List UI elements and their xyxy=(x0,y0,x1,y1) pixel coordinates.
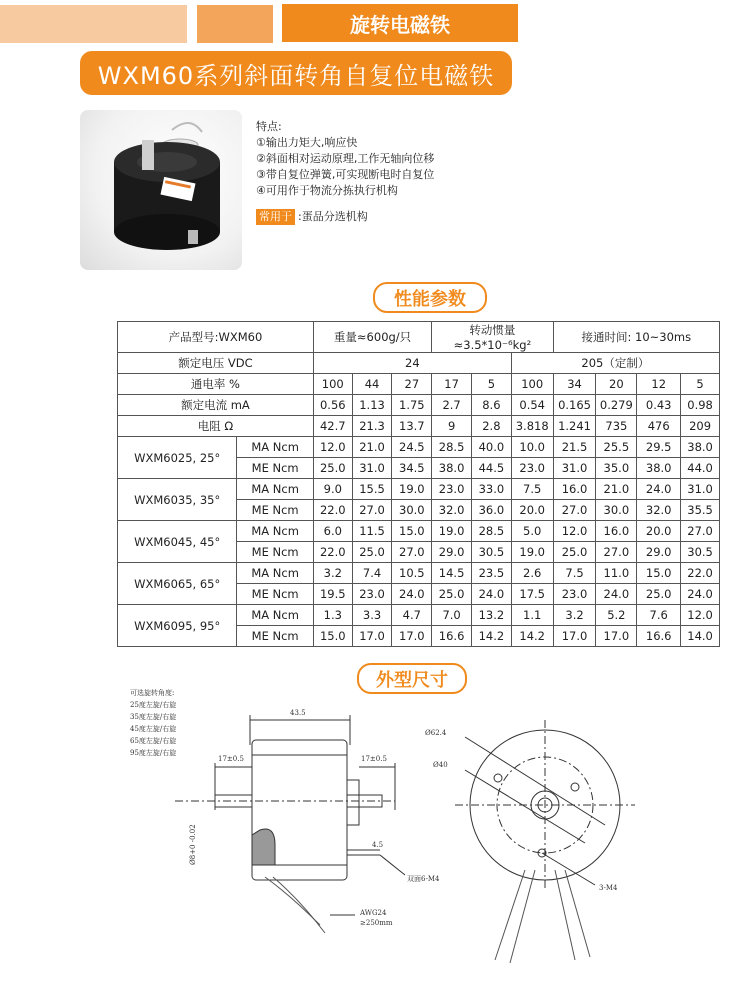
value-cell: 32.0 xyxy=(432,500,472,521)
product-photo xyxy=(80,110,242,270)
dimension-drawing xyxy=(115,685,735,985)
value-cell: 5 xyxy=(472,374,512,395)
model-name-cell: WXM6035, 35° xyxy=(118,479,237,521)
value-cell: 7.0 xyxy=(432,605,472,626)
value-cell: 9.0 xyxy=(313,479,352,500)
model-name-cell: WXM6095, 95° xyxy=(118,605,237,647)
value-cell: 33.0 xyxy=(472,479,512,500)
dim-length: 43.5 xyxy=(290,709,306,717)
value-cell: 27.0 xyxy=(352,500,392,521)
dia-outer: Ø62.4 xyxy=(425,729,447,737)
value-cell: 19.0 xyxy=(392,479,432,500)
value-cell: 27.0 xyxy=(553,500,596,521)
value-cell: 15.0 xyxy=(392,521,432,542)
value-cell: 17.0 xyxy=(392,626,432,647)
value-cell: 19.0 xyxy=(511,542,553,563)
value-cell: 476 xyxy=(637,416,681,437)
value-cell: 21.0 xyxy=(596,479,637,500)
value-cell: 2.6 xyxy=(511,563,553,584)
usage-label: 常用于 xyxy=(256,209,295,225)
spec-table xyxy=(117,321,720,647)
value-cell: 16.0 xyxy=(596,521,637,542)
value-cell: 7.5 xyxy=(553,563,596,584)
value-cell: 24.0 xyxy=(637,479,681,500)
table-row xyxy=(118,353,720,374)
value-cell: 100 xyxy=(511,374,553,395)
torque-label-cell: ME Ncm xyxy=(237,542,314,563)
feature-list xyxy=(256,119,434,225)
torque-label-cell: ME Ncm xyxy=(237,626,314,647)
value-cell: 2.8 xyxy=(472,416,512,437)
value-cell: 44 xyxy=(352,374,392,395)
value-cell: 0.279 xyxy=(596,395,637,416)
table-row xyxy=(118,395,720,416)
value-cell: 27.0 xyxy=(392,542,432,563)
value-cell: 25.5 xyxy=(596,437,637,458)
value-cell: 0.56 xyxy=(313,395,352,416)
current-label: 额定电流 mA xyxy=(118,395,314,416)
value-cell: 28.5 xyxy=(472,521,512,542)
dim-right: 17±0.5 xyxy=(361,755,387,763)
value-cell: 23.5 xyxy=(472,563,512,584)
angle-option: 65度左旋/右旋 xyxy=(130,737,177,745)
torque-label-cell: MA Ncm xyxy=(237,521,314,542)
value-cell: 38.0 xyxy=(681,437,720,458)
value-cell: 1.241 xyxy=(553,416,596,437)
value-cell: 1.1 xyxy=(511,605,553,626)
value-cell: 36.0 xyxy=(472,500,512,521)
torque-label-cell: MA Ncm xyxy=(237,479,314,500)
value-cell: 30.5 xyxy=(681,542,720,563)
value-cell: 100 xyxy=(313,374,352,395)
value-cell: 23.0 xyxy=(432,479,472,500)
category-label: 旋转电磁铁 xyxy=(282,4,518,42)
value-cell: 6.0 xyxy=(313,521,352,542)
value-cell: 12.0 xyxy=(681,605,720,626)
value-cell: 22.0 xyxy=(313,542,352,563)
value-cell: 38.0 xyxy=(637,458,681,479)
value-cell: 10.0 xyxy=(511,437,553,458)
angle-option: 35度左旋/右旋 xyxy=(130,713,177,721)
value-cell: 16.6 xyxy=(432,626,472,647)
value-cell: 13.2 xyxy=(472,605,512,626)
value-cell: 24.0 xyxy=(392,584,432,605)
value-cell: 32.0 xyxy=(637,500,681,521)
value-cell: 31.0 xyxy=(681,479,720,500)
wire-length: ≥250mm xyxy=(360,919,393,927)
value-cell: 21.0 xyxy=(352,437,392,458)
value-cell: 17.5 xyxy=(511,584,553,605)
angle-option: 45度左旋/右旋 xyxy=(130,725,177,733)
feature-item: ②斜面相对运动原理,工作无轴向位移 xyxy=(256,152,435,165)
value-cell: 25.0 xyxy=(313,458,352,479)
dim-step: 4.5 xyxy=(372,841,384,849)
voltage-205: 205（定制） xyxy=(511,353,719,374)
value-cell: 5 xyxy=(681,374,720,395)
value-cell: 1.3 xyxy=(313,605,352,626)
torque-label-cell: ME Ncm xyxy=(237,458,314,479)
value-cell: 34 xyxy=(553,374,596,395)
value-cell: 38.0 xyxy=(432,458,472,479)
model-name-cell: WXM6025, 25° xyxy=(118,437,237,479)
table-row xyxy=(118,437,720,458)
value-cell: 12.0 xyxy=(553,521,596,542)
voltage-24: 24 xyxy=(313,353,511,374)
value-cell: 209 xyxy=(681,416,720,437)
usage-text: :蛋品分选机构 xyxy=(298,210,368,223)
torque-label-cell: MA Ncm xyxy=(237,605,314,626)
value-cell: 3.818 xyxy=(511,416,553,437)
value-cell: 5.0 xyxy=(511,521,553,542)
resistance-label: 电阻 Ω xyxy=(118,416,314,437)
holes-front: 3-M4 xyxy=(599,884,618,892)
table-row xyxy=(118,322,720,353)
value-cell: 23.0 xyxy=(352,584,392,605)
section-dimensions: 外型尺寸 xyxy=(357,663,467,694)
value-cell: 35.0 xyxy=(596,458,637,479)
value-cell: 27.0 xyxy=(681,521,720,542)
value-cell: 14.5 xyxy=(432,563,472,584)
table-row xyxy=(118,479,720,500)
value-cell: 14.0 xyxy=(681,626,720,647)
value-cell: 0.43 xyxy=(637,395,681,416)
value-cell: 7.4 xyxy=(352,563,392,584)
value-cell: 2.7 xyxy=(432,395,472,416)
torque-label-cell: ME Ncm xyxy=(237,500,314,521)
value-cell: 14.2 xyxy=(511,626,553,647)
value-cell: 5.2 xyxy=(596,605,637,626)
value-cell: 12 xyxy=(637,374,681,395)
value-cell: 31.0 xyxy=(553,458,596,479)
value-cell: 15.0 xyxy=(313,626,352,647)
value-cell: 25.0 xyxy=(352,542,392,563)
value-cell: 4.7 xyxy=(392,605,432,626)
torque-label-cell: MA Ncm xyxy=(237,437,314,458)
value-cell: 21.5 xyxy=(553,437,596,458)
angle-option: 95度左旋/右旋 xyxy=(130,749,177,757)
value-cell: 24.0 xyxy=(472,584,512,605)
value-cell: 16.0 xyxy=(553,479,596,500)
model-cell: 产品型号:WXM60 xyxy=(118,322,314,353)
value-cell: 21.3 xyxy=(352,416,392,437)
value-cell: 1.75 xyxy=(392,395,432,416)
value-cell: 15.5 xyxy=(352,479,392,500)
model-name-cell: WXM6065, 65° xyxy=(118,563,237,605)
value-cell: 25.0 xyxy=(432,584,472,605)
usage-line xyxy=(256,209,434,225)
value-cell: 30.0 xyxy=(596,500,637,521)
model-name-cell: WXM6045, 45° xyxy=(118,521,237,563)
torque-label-cell: MA Ncm xyxy=(237,563,314,584)
value-cell: 10.5 xyxy=(392,563,432,584)
value-cell: 20.0 xyxy=(511,500,553,521)
value-cell: 12.0 xyxy=(313,437,352,458)
weight-cell: 重量≈600g/只 xyxy=(313,322,431,353)
inertia-cell: 转动惯量≈3.5*10⁻⁶kg² xyxy=(432,322,553,353)
value-cell: 11.0 xyxy=(596,563,637,584)
value-cell: 23.0 xyxy=(553,584,596,605)
time-cell: 接通时间: 10~30ms xyxy=(553,322,719,353)
value-cell: 0.54 xyxy=(511,395,553,416)
value-cell: 24.0 xyxy=(596,584,637,605)
angle-options-title: 可选旋转角度: xyxy=(130,689,175,697)
value-cell: 15.0 xyxy=(637,563,681,584)
table-row xyxy=(118,416,720,437)
value-cell: 25.0 xyxy=(553,542,596,563)
value-cell: 44.0 xyxy=(681,458,720,479)
value-cell: 27 xyxy=(392,374,432,395)
decor-bar-mid xyxy=(197,5,273,43)
value-cell: 7.6 xyxy=(637,605,681,626)
value-cell: 3.3 xyxy=(352,605,392,626)
value-cell: 0.165 xyxy=(553,395,596,416)
duty-label: 通电率 % xyxy=(118,374,314,395)
value-cell: 17 xyxy=(432,374,472,395)
value-cell: 27.0 xyxy=(596,542,637,563)
feature-item: ③带自复位弹簧,可实现断电时自复位 xyxy=(256,168,435,181)
value-cell: 14.2 xyxy=(472,626,512,647)
dia-pcd: Ø40 xyxy=(433,761,448,769)
value-cell: 35.5 xyxy=(681,500,720,521)
value-cell: 28.5 xyxy=(432,437,472,458)
value-cell: 8.6 xyxy=(472,395,512,416)
value-cell: 3.2 xyxy=(553,605,596,626)
value-cell: 22.0 xyxy=(681,563,720,584)
angle-option: 25度左旋/右旋 xyxy=(130,701,177,709)
value-cell: 0.98 xyxy=(681,395,720,416)
value-cell: 13.7 xyxy=(392,416,432,437)
holes-side: 双面6-M4 xyxy=(407,875,440,883)
value-cell: 11.5 xyxy=(352,521,392,542)
dim-left: 17±0.5 xyxy=(218,755,244,763)
value-cell: 9 xyxy=(432,416,472,437)
value-cell: 3.2 xyxy=(313,563,352,584)
value-cell: 40.0 xyxy=(472,437,512,458)
feature-item: ①输出力矩大,响应快 xyxy=(256,136,358,149)
value-cell: 7.5 xyxy=(511,479,553,500)
value-cell: 31.0 xyxy=(352,458,392,479)
wire-gauge: AWG24 xyxy=(360,909,387,917)
table-row xyxy=(118,563,720,584)
voltage-label: 额定电压 VDC xyxy=(118,353,314,374)
value-cell: 25.0 xyxy=(637,584,681,605)
value-cell: 44.5 xyxy=(472,458,512,479)
value-cell: 17.0 xyxy=(553,626,596,647)
value-cell: 22.0 xyxy=(313,500,352,521)
value-cell: 17.0 xyxy=(352,626,392,647)
value-cell: 16.6 xyxy=(637,626,681,647)
table-row xyxy=(118,374,720,395)
decor-bar-light xyxy=(0,5,187,43)
value-cell: 30.0 xyxy=(392,500,432,521)
page-title: WXM60系列斜面转角自复位电磁铁 xyxy=(80,51,512,95)
value-cell: 42.7 xyxy=(313,416,352,437)
dim-shaft: Ø8+0 -0.02 xyxy=(189,824,197,865)
value-cell: 24.0 xyxy=(681,584,720,605)
value-cell: 24.5 xyxy=(392,437,432,458)
value-cell: 19.5 xyxy=(313,584,352,605)
features-heading: 特点: xyxy=(256,120,282,133)
value-cell: 29.0 xyxy=(637,542,681,563)
value-cell: 29.5 xyxy=(637,437,681,458)
value-cell: 17.0 xyxy=(596,626,637,647)
torque-label-cell: ME Ncm xyxy=(237,584,314,605)
value-cell: 29.0 xyxy=(432,542,472,563)
table-row xyxy=(118,605,720,626)
value-cell: 20.0 xyxy=(637,521,681,542)
value-cell: 20 xyxy=(596,374,637,395)
value-cell: 19.0 xyxy=(432,521,472,542)
value-cell: 23.0 xyxy=(511,458,553,479)
value-cell: 34.5 xyxy=(392,458,432,479)
table-row xyxy=(118,521,720,542)
value-cell: 735 xyxy=(596,416,637,437)
feature-item: ④可用作于物流分拣执行机构 xyxy=(256,184,398,197)
value-cell: 1.13 xyxy=(352,395,392,416)
section-performance: 性能参数 xyxy=(373,282,487,313)
value-cell: 30.5 xyxy=(472,542,512,563)
